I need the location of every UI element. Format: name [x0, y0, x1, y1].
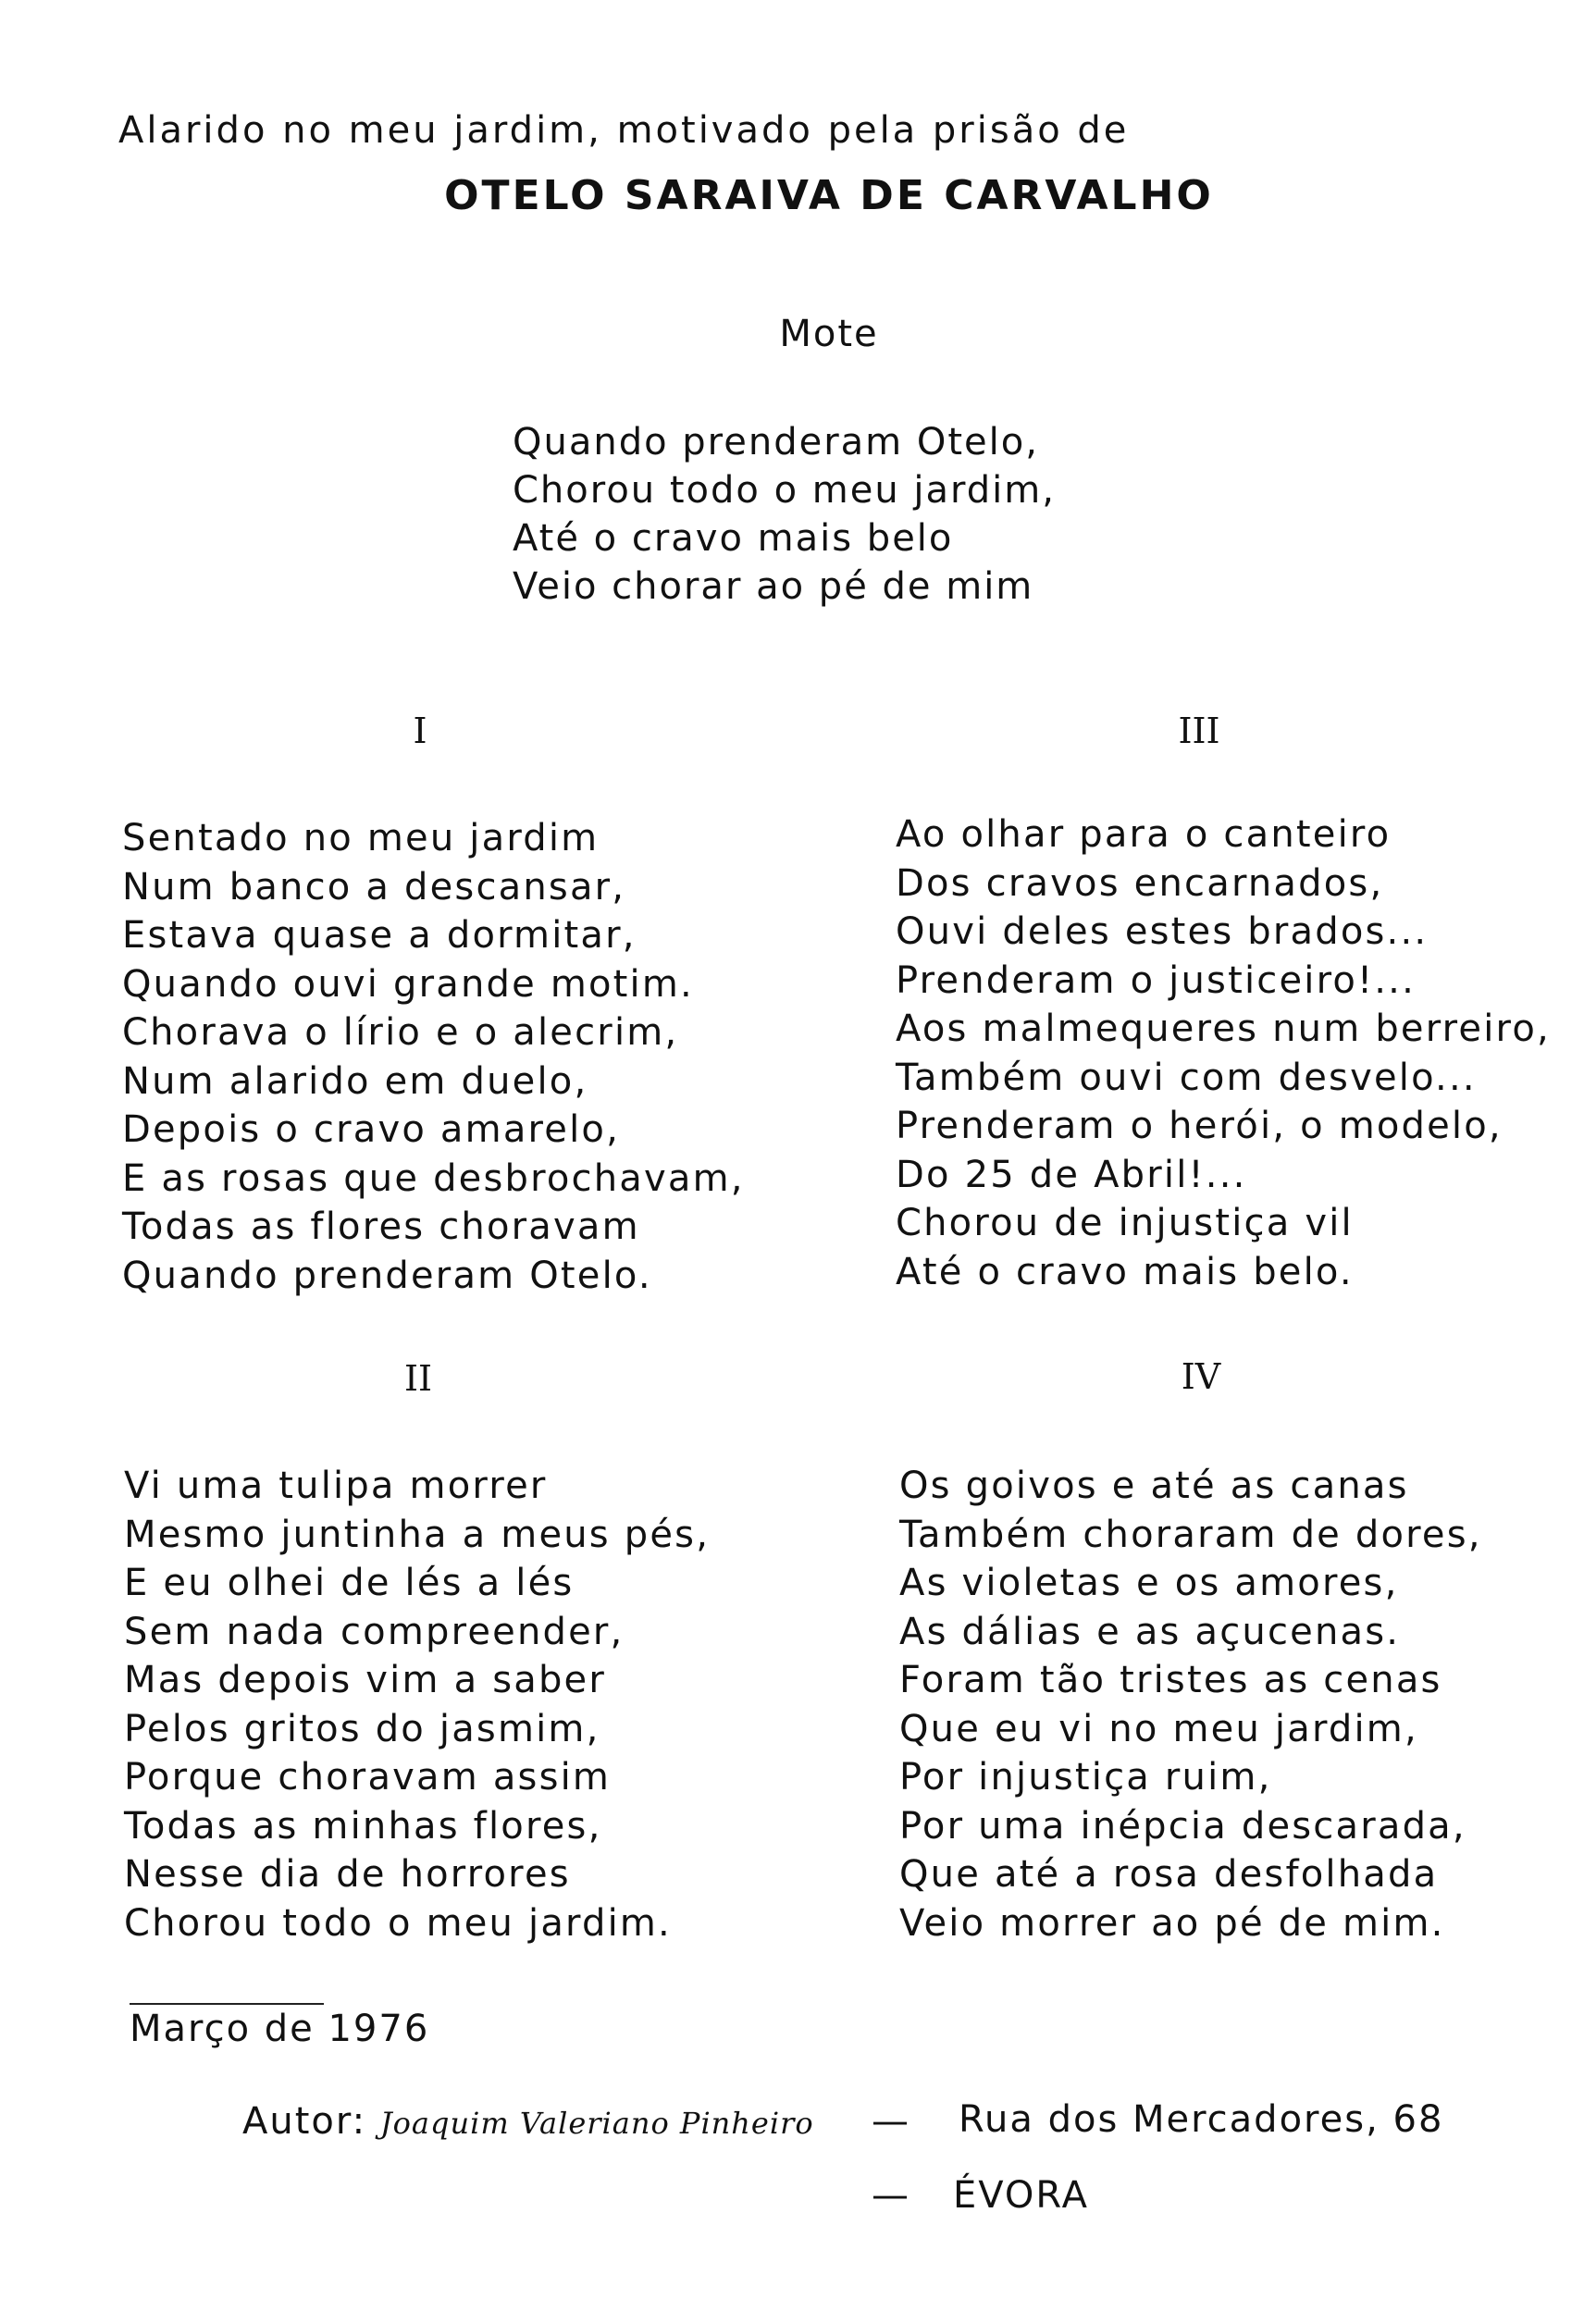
- stanza-ii: [124, 1462, 710, 1947]
- verse-line: Mesmo juntinha a meus pés,: [124, 1513, 711, 1556]
- verse-line: Também ouvi com desvelo...: [896, 1056, 1477, 1099]
- verse-line: Chorou de injustiça vil: [896, 1202, 1354, 1244]
- stanza-numeral-iv: IV: [1181, 1356, 1221, 1397]
- verse-line: Que eu vi no meu jardim,: [899, 1707, 1418, 1750]
- verse-line: Ouvi deles estes brados...: [896, 910, 1429, 953]
- verse-line: Todas as minhas flores,: [124, 1804, 602, 1848]
- verse-line: Por injustiça ruim,: [899, 1756, 1272, 1799]
- verse-line: Sentado no meu jardim: [122, 817, 600, 859]
- mote-line: Quando prenderam Otelo,: [513, 421, 1039, 464]
- verse-line: Prenderam o justiceiro!...: [896, 958, 1417, 1002]
- verse-line: Chorou todo o meu jardim.: [124, 1901, 672, 1945]
- verse-line: Quando ouvi grande motim.: [122, 962, 694, 1006]
- verse-line: Depois o cravo amarelo,: [122, 1108, 621, 1151]
- poem-title: OTELO SARAIVA DE CARVALHO: [444, 172, 1214, 219]
- stanza-iv: [899, 1462, 1482, 1947]
- author-city: ÉVORA: [953, 2174, 1089, 2217]
- stanza-i: [122, 814, 745, 1300]
- stanza-numeral-i: I: [413, 711, 427, 751]
- author-address: Rua dos Mercadores, 68: [959, 2098, 1444, 2141]
- author-credit: [242, 2100, 814, 2143]
- author-label: Autor:: [242, 2100, 367, 2143]
- verse-line: Do 25 de Abril!...: [896, 1153, 1247, 1196]
- verse-line: Que até a rosa desfolhada: [899, 1853, 1439, 1896]
- verse-line: Nesse dia de horrores: [124, 1853, 571, 1896]
- stanza-numeral-iii: III: [1178, 711, 1220, 751]
- verse-line: Todas as flores choravam: [122, 1205, 640, 1248]
- mote-lines: [513, 418, 1056, 611]
- verse-line: Pelos gritos do jasmim,: [124, 1707, 600, 1750]
- stanza-numeral-ii: II: [403, 1358, 433, 1399]
- verse-line: Num alarido em duelo,: [122, 1059, 588, 1103]
- verse-line: Vi uma tulipa morrer: [124, 1465, 548, 1507]
- mote-line: Até o cravo mais belo: [513, 517, 954, 560]
- city-dash: —: [872, 2174, 909, 2217]
- verse-line: Porque choravam assim: [124, 1756, 612, 1799]
- verse-line: Por uma inépcia descarada,: [899, 1804, 1466, 1848]
- verse-line: Veio morrer ao pé de mim.: [899, 1901, 1445, 1945]
- verse-line: Ao olhar para o canteiro: [896, 813, 1392, 856]
- verse-line: Mas depois vim a saber: [124, 1659, 606, 1701]
- verse-line: Num banco a descansar,: [122, 865, 626, 909]
- stanza-iii: [896, 810, 1551, 1296]
- intro-line: Alarido no meu jardim, motivado pela prisão de: [118, 109, 1130, 152]
- verse-line: E as rosas que desbrochavam,: [122, 1156, 745, 1200]
- author-name: Joaquim Valeriano Pinheiro: [379, 2106, 814, 2141]
- mote-heading: Mote: [779, 313, 879, 355]
- address-dash: —: [872, 2100, 909, 2143]
- verse-line: Chorava o lírio e o alecrim,: [122, 1011, 679, 1054]
- verse-line: E eu olhei de lés a lés: [124, 1562, 575, 1604]
- mote-line: Veio chorar ao pé de mim: [513, 565, 1034, 608]
- verse-line: Foram tão tristes as cenas: [899, 1659, 1442, 1701]
- verse-line: Sem nada compreender,: [124, 1610, 625, 1653]
- verse-line: Prenderam o herói, o modelo,: [896, 1105, 1503, 1147]
- verse-line: Estava quase a dormitar,: [122, 914, 637, 957]
- verse-line: Aos malmequeres num berreiro,: [896, 1007, 1551, 1050]
- verse-line: Dos cravos encarnados,: [896, 861, 1384, 905]
- verse-line: Os goivos e até as canas: [899, 1465, 1409, 1507]
- date: Março de 1976: [130, 2008, 430, 2050]
- verse-line: Até o cravo mais belo.: [896, 1250, 1354, 1293]
- mote-line: Chorou todo o meu jardim,: [513, 469, 1056, 512]
- date-divider: [130, 2003, 324, 2005]
- verse-line: Também choraram de dores,: [899, 1513, 1482, 1556]
- verse-line: Quando prenderam Otelo.: [122, 1254, 652, 1297]
- verse-line: As violetas e os amores,: [899, 1562, 1399, 1604]
- verse-line: As dálias e as açucenas.: [899, 1610, 1401, 1653]
